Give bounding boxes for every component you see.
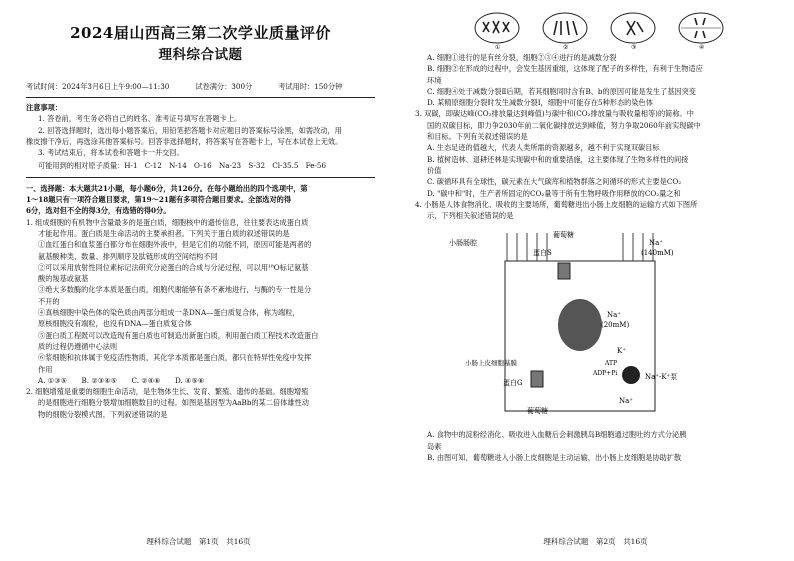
cell-label: ① [495,44,501,50]
exam-meta [26,82,375,92]
text-line: A. 食物中的淀粉经消化、吸收进入血糖后会刺激胰岛B细胞通过胞吐的方式分泌胰 [427,430,687,440]
text-line: A. 生态足迹的值越大，代表人类所需的资源越多，越不利于实现双碳目标 [427,143,660,153]
question-1-options: A. ①③⑤ B. ②③④⑤ C. ②④⑥ D. ④⑤⑥ [38,375,205,385]
protein-g-icon [531,371,543,387]
text-line: 1. 组成细胞的有机物中含量最多的是蛋白质，细胞核中的遗传信息，往往要表达成蛋白质 [26,217,309,227]
question-3 [415,108,772,142]
label-na-conc-mid: (20mM) [601,321,630,330]
text-line: B. 植树造林、退耕还林是实现碳中和的重要措施，这主要体现了生物多样性的间接 [427,154,689,164]
label-na-low: Na⁺ [619,397,633,406]
label-adp: ADP+Pi [593,370,618,378]
text-line: A. 细胞①进行的是有丝分裂，细胞②③④进行的是减数分裂 [427,53,617,62]
text-line: B. 由图可知，葡萄糖进入小肠上皮细胞是主动运输，出小肠上皮细胞是协助扩散 [427,453,682,463]
section-instructions: 6分，选对但不全的得3分，有选错的得0分。 [26,206,171,216]
exam-time: 考试时间：2024年3月6日上午9:00—11:30 [26,82,170,91]
cell-figure-2 [541,12,589,50]
page-footer: 理科综合试题 第2页 共16页 [543,537,648,546]
section-instructions: 一、选择题：本大题共21小题，每小题6分，共126分。在每小题给出的四个选项中，第 [26,183,308,193]
text-line: ⑥浆细胞和抗体属于免疫活性物质，其化学本质都是蛋白质，都只在特异性免疫中发挥 [38,353,312,363]
divider [26,97,375,98]
label-na-k-pump: Na⁺-K⁺泵 [645,373,678,382]
text-line: 作用 [38,364,53,374]
text-line: D. "碳中和"时，生产者所固定的CO₂量等于所有生物呼吸作用释放的CO₂量之和 [427,188,681,198]
question-4-options [415,429,772,463]
notice-line: 橡皮擦干净后，再选涂其他答案标号。回答非选择题时，将答案写在答题卡上，写在本试卷上无效。 [26,136,343,146]
label-cell-membrane: 小肠上皮细胞基膜 [465,359,517,368]
cell-figure-1 [473,12,521,50]
na-k-pump-icon [622,366,640,384]
label-protein-g: 蛋白G [503,379,523,388]
label-protein-s: 蛋白S [533,249,552,258]
cell-figure-4 [677,12,725,50]
question-2 [26,386,375,420]
protein-s-icon [558,263,570,279]
glucose-transport-diagram [445,225,705,421]
label-na-conc-top: (140mM) [641,249,674,258]
text-line: 环境 [427,75,442,85]
label-na-mid: Na⁺ [607,311,621,320]
text-line: 酸的羧基或氨基 [38,274,89,284]
cell-division-figure [415,12,772,52]
text-line: ①血红蛋白和血浆蛋白都分布在细胞外液中，但是它们的功能不同，原因可能是两者的 [38,240,312,250]
cell-label: ② [563,44,569,50]
text-line: 氨基酸种类、数量、排列顺序及肽链形成的空间结构不同 [38,251,218,261]
text-line: C. 细胞④处于减数分裂Ⅱ后期，若其细胞同时含有B、b的原因可能是发生了基因突变 [427,86,696,96]
question-2-options [415,52,772,108]
atomic-mass: 可能用到的相对原子质量：H-1 C-12 N-14 O-16 Na-23 S-32 Cl-35.5 Fe-56 [38,161,327,171]
exam-subtitle: 理科综合试题 [158,47,243,63]
notice-title: 注意事项： [26,103,62,112]
text-line: ④真核细胞中染色体的染色质由两部分组成一条DNA—蛋白质复合体，称为端粒， [38,308,300,318]
question-3-options [415,142,772,198]
label-na-top: Na⁺ [649,239,663,248]
notice-line: 3. 考试结束后，将本试卷和答题卡一并交回。 [38,148,184,158]
text-line: 示，下列相关叙述错误的是 [427,211,514,221]
page-footer: 理科综合试题 第1页 共16页 [146,537,251,546]
exam-title: 2024届山西高三第二次学业质量评价 [70,24,331,42]
text-line: 才能起作用。蛋白质是生命活动的主要承担者。下列关于蛋白质的叙述错误的是 [38,228,290,238]
text-line: 原核细胞没有端粒，也没有DNA—蛋白质复合体 [38,319,192,329]
exam-duration: 考试用时：150分钟 [278,82,343,91]
text-line: 3. 双碳，即碳达峰(CO₂排放量达到峰值)与碳中和(CO₂排放量与吸收量相等)的简称。中 [415,109,694,119]
text-line: 质的过程仍遵循中心法则 [38,341,118,351]
nucleus [558,299,602,351]
text-line: 4. 小肠是人体食物消化、吸收的主要场所，葡萄糖进出小肠上皮细胞的运输方式如下图所 [415,199,698,209]
label-glucose-top: 葡萄糖 [553,231,574,240]
label-k-ion: K⁺ [617,347,626,356]
text-line: B. 细胞②在形成的过程中，会发生基因重组，这体现了配子的多样性，有利于生物适应 [427,64,703,74]
text-line: C. 碳循环具有全球性，碳元素在大气碳库和植物群落之间循环的形式主要是CO₂ [427,177,682,187]
text-line: 不开的 [38,296,60,306]
text-line: 2. 细胞增殖是重要的细胞生命活动，是生物体生长、发育、繁殖、遗传的基础。细胞增殖 [26,387,309,397]
text-line: 价值 [427,165,442,175]
question-1 [26,217,375,375]
label-atp: ATP [605,360,618,368]
text-line: ②可以采用放射性同位素标记法研究分泌蛋白的合成与分泌过程，可以用¹⁸O标记氨基 [38,262,309,272]
text-line: 的是细胞进行细胞分裂增加细胞数目的过程。如图是基因型为AaBb的某二倍体雄性动 [38,398,309,408]
cell-figure-3 [609,12,657,50]
section-instructions: 1～18题只有一项符合题目要求，第19～21题有多项符合题目要求。全部选对的得 [26,195,292,205]
question-4 [415,199,772,222]
text-line: ③绝大多数酶的化学本质是蛋白质，细胞代谢能够有条不紊地进行，与酶的专一性是分 [38,285,312,295]
label-lumen: 小肠肠腔 [449,239,477,248]
notice-line: 2. 回答选择题时，选出每小题答案后，用铅笔把答题卡对应题目的答案标号涂黑，如需改动，用 [38,125,342,135]
notice-line: 1. 答卷前，考生务必将自己的姓名、准考证号填写在答题卡上。 [38,114,242,124]
page-right [397,0,794,561]
exam-score: 试卷满分：300分 [195,82,253,91]
text-line: 物的细胞分裂模式图，下列叙述错误的是 [38,409,168,419]
divider [26,177,375,178]
text-line: 和目标。下列有关叙述错误的是 [427,132,528,142]
cell-label: ③ [631,44,637,50]
text-line: ⑤蛋白质工程既可以改造现有蛋白质也可制造出新蛋白质，利用蛋白质工程技术改造蛋白 [38,330,319,340]
label-glucose-bottom: 葡萄糖 [527,407,548,416]
text-line: 岛素 [427,441,442,451]
cell-label: ④ [699,44,705,50]
text-line: D. 某精原细胞分裂时发生减数分裂Ⅰ，细胞中可能存在5种形态的染色体 [427,98,653,108]
text-line: 国的双碳目标，即力争2030年前二氧化碳排放达到峰值，努力争取2060年前实现碳中 [427,120,701,130]
